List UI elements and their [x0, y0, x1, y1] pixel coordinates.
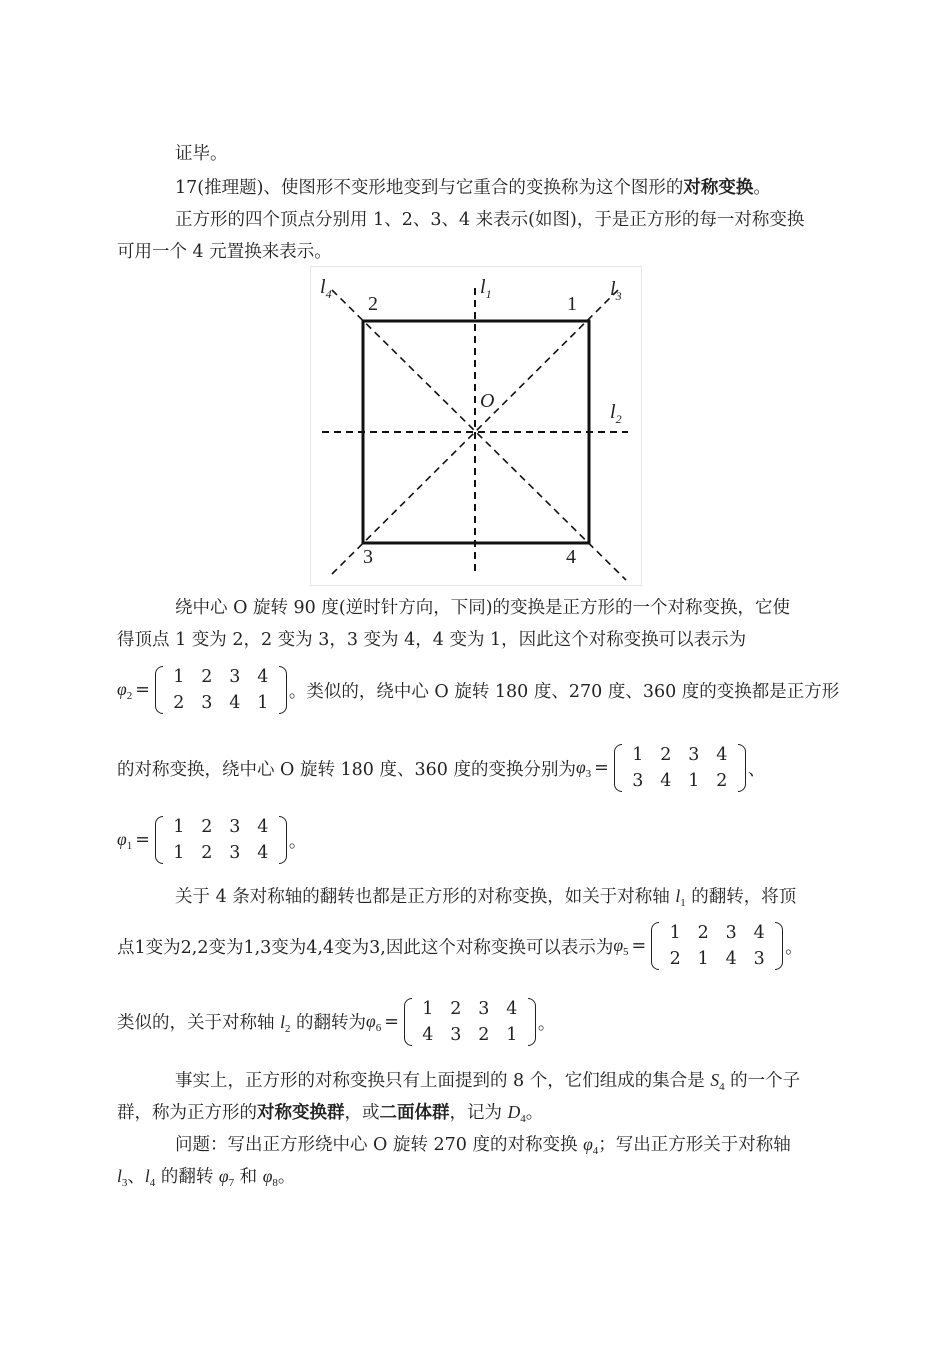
dihedral-text-e: ，记为: [449, 1103, 508, 1123]
phi2-matrix: 1 2 3 4 2 3 4 1: [155, 664, 287, 716]
rotation-90-line1: 绕中心 O 旋转 90 度(逆时针方向，下同)的变换是正方形的一个对称变换，它使: [175, 598, 791, 618]
phi6-before-text: 类似的，关于对称轴 $l_2$ 的翻转为: [117, 1012, 366, 1035]
proof-end: 证毕。: [175, 144, 228, 164]
vertex-1-label: 1: [567, 293, 577, 315]
phi5-matrix: 1 2 3 4 2 1 4 3: [651, 920, 783, 972]
axis-l2-label: $l_2$: [610, 401, 622, 426]
phi2-symbol: $\varphi_2$: [117, 678, 133, 702]
vertex-2-label: 2: [368, 293, 378, 315]
flip-text-a: 关于 4 条对称轴的翻转也都是正方形的对称变换，如关于对称轴: [175, 887, 676, 907]
l3-symbol: $l_3$: [117, 1166, 128, 1189]
phi4-symbol: $\varphi_4$: [583, 1134, 599, 1157]
equation-phi2-line: [117, 664, 839, 716]
dihedral-line1: [175, 1068, 800, 1099]
phi1-after-text: 。: [288, 831, 307, 852]
equals: =: [594, 758, 609, 778]
equation-phi3-line: [117, 742, 765, 794]
phi5-after-text: 。: [785, 937, 803, 958]
phi3-after-text: 、: [747, 759, 766, 780]
problem-17-text: 17(推理题)、使图形不变形地变到与它重合的变换称为这个图形的: [175, 178, 684, 198]
axis-l3-label: $l_3$: [610, 278, 622, 303]
S4-symbol: $S_4$: [710, 1070, 725, 1093]
phi1-symbol: $\varphi_1$: [117, 828, 133, 852]
equals: =: [631, 936, 647, 956]
l4-symbol: $l_4$: [144, 1166, 156, 1189]
equals: =: [135, 680, 150, 700]
phi8-symbol: $\varphi_8$: [262, 1166, 278, 1189]
center-O-label: O: [480, 390, 495, 412]
punct: 、: [127, 1167, 145, 1187]
punct: 。: [525, 1103, 544, 1123]
question-line1: [175, 1132, 791, 1163]
dihedral-text-d: ，或: [344, 1103, 380, 1123]
question-line2: [117, 1164, 295, 1195]
phi7-symbol: $\varphi_7$: [218, 1166, 235, 1189]
axis-l1-label: $l_1$: [480, 276, 492, 301]
equation-phi5-line: [117, 920, 803, 972]
axis-l4-label: $l_4$: [320, 276, 332, 301]
square-diagram: [310, 266, 642, 586]
phi1-matrix: 1 2 3 4 1 2 3 4: [155, 814, 287, 866]
phi5-before-text: 点1变为2,2变为1,3变为4,4变为3,因此这个对称变换可以表示为: [117, 937, 614, 958]
square-symmetry-figure: [310, 266, 642, 586]
axis-l1-ref: $l_1$: [675, 886, 686, 909]
question-text-c: 的翻转: [155, 1167, 219, 1187]
phi6-after-text: 。: [537, 1013, 556, 1034]
phi5-symbol: $\varphi_5$: [613, 934, 629, 958]
phi6-symbol: $\varphi_6$: [366, 1010, 382, 1034]
problem-17-line: [175, 176, 771, 200]
flip-intro-line: [175, 884, 796, 915]
vertex-4-label: 4: [566, 546, 576, 568]
question-text-a: 问题：写出正方形绕中心 O 旋转 270 度的对称变换: [175, 1135, 584, 1155]
equation-phi1-line: [117, 814, 306, 866]
term-symmetric-transform: 对称变换: [683, 178, 754, 198]
dihedral-text-c: 群，称为正方形的: [117, 1103, 257, 1123]
square-intro-line2: 可用一个 4 元置换来表示。: [117, 242, 332, 262]
equation-phi6-line: [117, 996, 555, 1048]
punct: 。: [753, 178, 771, 198]
axis-l4: [332, 290, 626, 580]
phi3-symbol: $\varphi_3$: [575, 756, 592, 780]
rotation-90-line2: 得顶点 1 变为 2，2 变为 3，3 变为 4，4 变为 1，因此这个对称变换可以表示为: [117, 630, 747, 650]
phi3-matrix: 1 2 3 4 3 4 1 2: [614, 742, 746, 794]
question-text-b: ；写出正方形关于对称轴: [598, 1135, 791, 1155]
phi3-before-text: 的对称变换，绕中心 O 旋转 180 度、360 度的变换分别为: [117, 759, 576, 780]
D4-symbol: $D_4$: [507, 1102, 526, 1125]
square-intro-line1: 正方形的四个顶点分别用 1、2、3、4 来表示(如图)，于是正方形的每一对称变换: [175, 210, 805, 230]
phi6-matrix: 1 2 3 4 4 3 2 1: [404, 996, 536, 1048]
phi2-after-text: 。类似的，绕中心 O 旋转 180 度、270 度、360 度的变换都是正方形: [288, 681, 840, 702]
question-text-d: 和: [234, 1167, 263, 1187]
flip-text-b: 的翻转，将顶: [685, 887, 797, 907]
equals: =: [135, 830, 150, 850]
dihedral-text-b: 的一个子: [724, 1071, 801, 1091]
vertex-3-label: 3: [363, 546, 373, 568]
equals: =: [384, 1012, 399, 1032]
dihedral-text-a: 事实上，正方形的对称变换只有上面提到的 8 个，它们组成的集合是: [175, 1071, 711, 1091]
punct: 。: [277, 1167, 296, 1187]
term-dihedral-group: 二面体群: [379, 1103, 450, 1123]
dihedral-line2: [117, 1100, 543, 1131]
term-symmetry-group: 对称变换群: [257, 1103, 345, 1123]
